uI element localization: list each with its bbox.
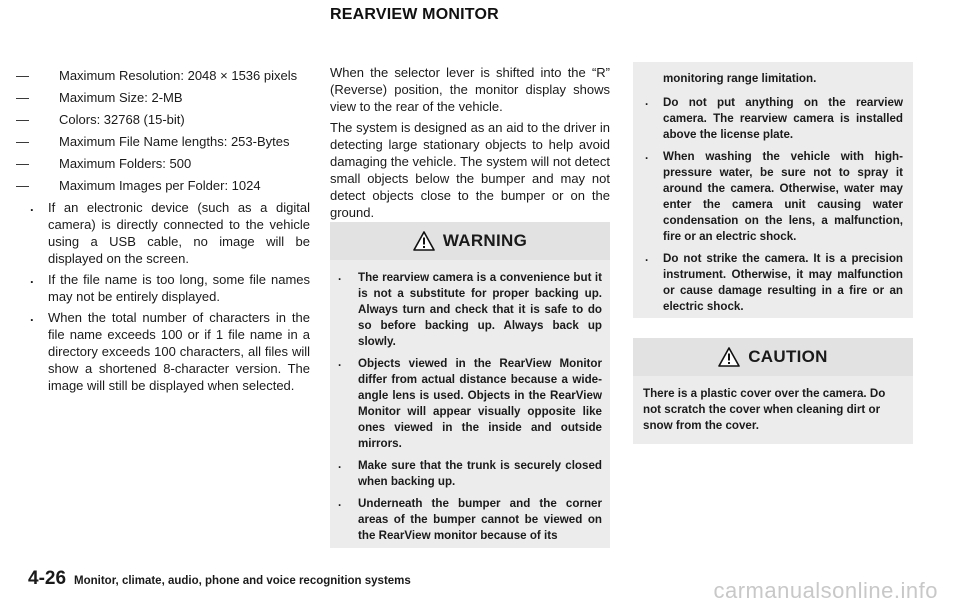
note-bullet bbox=[28, 309, 310, 394]
warning-text: Make sure that the trunk is securely closed when backing up. bbox=[358, 459, 602, 488]
watermark: carmanualsonline.info bbox=[713, 578, 938, 603]
warning-text: Do not strike the camera. It is a precision instrument. Otherwise, it may malfunction or cause damage resulting in a fire or an electric shock. bbox=[663, 252, 903, 313]
spec-text: Maximum Resolution: 2048 × 1536 pixels bbox=[59, 68, 298, 83]
warning-bullet bbox=[338, 356, 602, 452]
bullet-mark: . bbox=[645, 95, 649, 108]
bullet-mark: . bbox=[645, 149, 649, 162]
bullet-mark: . bbox=[30, 271, 34, 286]
caution-header bbox=[633, 338, 913, 376]
warning-triangle-icon bbox=[413, 231, 435, 251]
note-text: If the file name is too long, some file names may not be entirely displayed. bbox=[48, 272, 310, 304]
warning-label: WARNING bbox=[442, 231, 528, 250]
bullet-mark: . bbox=[645, 251, 649, 264]
spec-text: Maximum Images per Folder: 1024 bbox=[59, 178, 261, 193]
warning-header bbox=[330, 222, 610, 260]
spec-item: — Maximum Images per Folder: 1024 bbox=[16, 178, 261, 193]
spec-item: — Maximum Folders: 500 bbox=[16, 156, 192, 171]
warning-bullet bbox=[643, 251, 903, 315]
column-middle bbox=[330, 64, 610, 225]
note-text: When the total number of characters in the file name exceeds 100 or if 1 file name in a directory exceeds 100 characters, all files will show a shortened 8-character version. The image will still be displayed when selected. bbox=[48, 310, 310, 393]
intro-paragraph: When the selector lever is shifted into the “R” (Reverse) position, the monitor display shows view to the rear of the vehicle. bbox=[330, 65, 610, 114]
section-title: REARVIEW MONITOR bbox=[330, 6, 499, 23]
spec-item: — Maximum Resolution: 2048 × 1536 pixels bbox=[16, 68, 298, 83]
warning-text: Do not put anything on the rearview camera. The rearview camera is installed above the license plate. bbox=[663, 96, 903, 141]
caution-label: CAUTION bbox=[748, 347, 828, 366]
spec-text: Maximum File Name lengths: 253-Bytes bbox=[59, 134, 290, 149]
warning-box bbox=[330, 222, 610, 548]
page-footer bbox=[28, 568, 411, 590]
bullet-mark: . bbox=[338, 270, 342, 283]
spec-item: — Maximum File Name lengths: 253-Bytes bbox=[16, 134, 290, 149]
intro-paragraph: The system is designed as an aid to the driver in detecting large stationary objects to help avoid damaging the vehicle. The system will not detect small objects below the bumper and may not detect objects close to the bumper or on the ground. bbox=[330, 120, 610, 220]
warning-bullet bbox=[338, 270, 602, 350]
warning-bullet bbox=[643, 149, 903, 245]
column-left bbox=[16, 67, 310, 398]
warning-text: The rearview camera is a convenience but it is not a substitute for proper backing up. Always turn and check that it is safe to do so before backing up. Always back up slowly. bbox=[358, 271, 602, 348]
bullet-mark: . bbox=[338, 496, 342, 509]
note-bullet bbox=[28, 271, 310, 305]
spec-text: Colors: 32768 (15-bit) bbox=[59, 112, 185, 127]
note-bullet bbox=[28, 199, 310, 267]
spec-item: — Colors: 32768 (15-bit) bbox=[16, 112, 185, 127]
bullet-mark: . bbox=[30, 199, 34, 214]
warning-bullet bbox=[643, 95, 903, 143]
page-number: 4-26 bbox=[28, 568, 67, 589]
warning-continued-box bbox=[633, 62, 913, 318]
warning-text: When washing the vehicle with high-pressure water, be sure not to spray it around the camera. Otherwise, water may enter the camera unit causing water condensation on the lens, a malfunction, fire or an electric shock. bbox=[663, 150, 903, 243]
bullet-mark: . bbox=[30, 309, 34, 324]
warning-body bbox=[330, 260, 610, 558]
chapter-title: Monitor, climate, audio, phone and voice recognition systems bbox=[74, 575, 411, 587]
note-text: If an electronic device (such as a digital camera) is directly connected to the vehicle using a USB cable, no image will be displayed on the screen. bbox=[48, 200, 310, 266]
warning-bullet bbox=[338, 458, 602, 490]
spec-text: Maximum Size: 2-MB bbox=[59, 90, 183, 105]
bullet-mark: . bbox=[338, 356, 342, 369]
warning-continuation: monitoring range limitation. bbox=[663, 72, 817, 85]
bullet-mark: . bbox=[338, 458, 342, 471]
warning-text: Objects viewed in the RearView Monitor differ from actual distance because a wide-angle lens is used. Objects in the RearView Monitor will appear visually opposite like ones viewed in the inside and outside mirrors. bbox=[358, 357, 602, 450]
caution-box bbox=[633, 338, 913, 444]
warning-bullet bbox=[338, 496, 602, 544]
spec-text: Maximum Folders: 500 bbox=[59, 156, 192, 171]
caution-text: There is a plastic cover over the camera. Do not scratch the cover when cleaning dirt or snow from the cover. bbox=[643, 387, 886, 432]
caution-triangle-icon bbox=[718, 347, 740, 367]
spec-item: — Maximum Size: 2-MB bbox=[16, 90, 183, 105]
warning-text: Underneath the bumper and the corner areas of the bumper cannot be viewed on the RearView monitor because of its bbox=[358, 497, 602, 542]
